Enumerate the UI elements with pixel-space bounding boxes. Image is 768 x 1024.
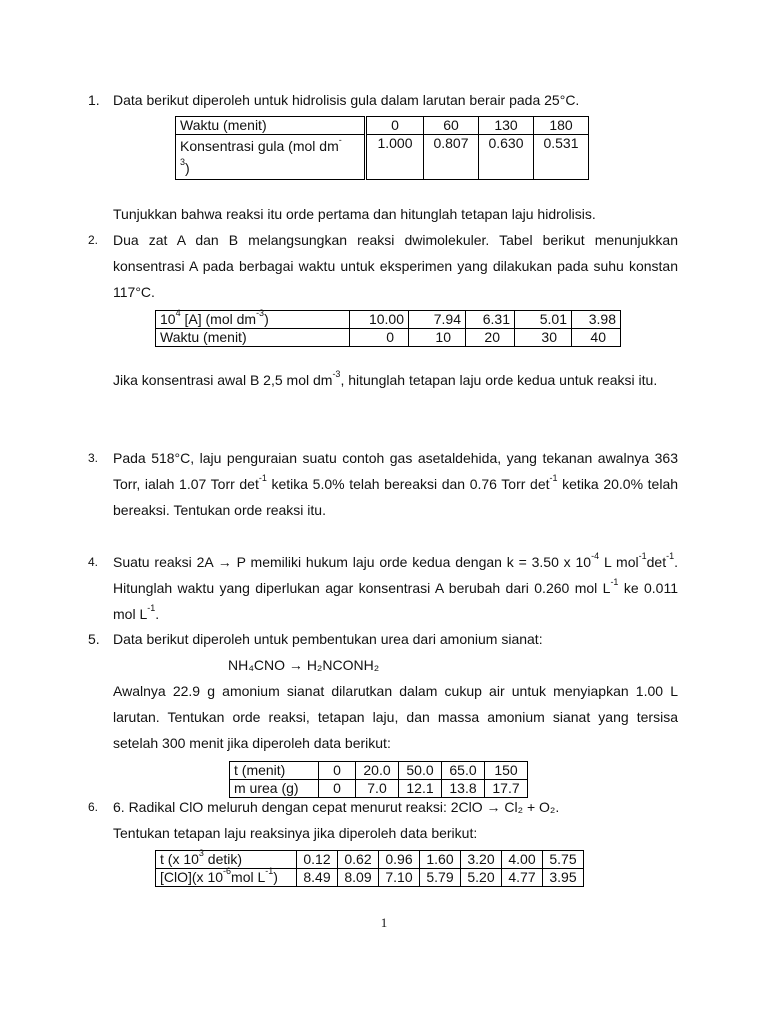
q4-text-part: L mol — [599, 554, 639, 570]
q3-text-part: Pada 518°C, laju penguraian suatu contoh gas asetaldehida, yang tekanan awalnya 363 Torr, ialah 1.07 Torr det — [113, 450, 678, 492]
q5-cell: 20.0 — [356, 762, 399, 780]
q6-cell: 8.09 — [338, 869, 379, 887]
q1-task: Tunjukkan bahwa reaksi itu orde pertama dan hitunglah tetapan laju hidrolisis. — [113, 206, 596, 222]
q2-cell: 30 — [515, 329, 572, 347]
q2-table — [155, 310, 621, 347]
q2-cell: 5.01 — [515, 311, 572, 329]
q6-cell: 5.79 — [420, 869, 461, 887]
q2-row1-label — [156, 308, 350, 329]
q6-cell: 7.10 — [379, 869, 420, 887]
q6-cell: 3.95 — [543, 869, 584, 887]
q2-intro: Dua zat A dan B melangsungkan reaksi dwimolekuler. Tabel berikut menunjukkan konsentrasi A pada berbagai waktu untuk eksperimen yang dilakukan pada suhu konstan 117°C. — [113, 232, 678, 300]
q6-intro: 6. Radikal ClO meluruh dengan cepat menurut reaksi: 2ClO → Cl₂ + O₂. — [113, 799, 560, 815]
q1-row2-label — [176, 135, 366, 180]
q4-number: 4. — [88, 555, 99, 569]
q2-row1-label-text: ) — [264, 311, 269, 327]
q1-cell: 130 — [479, 117, 534, 135]
q6-row2-label-text: [ClO](x 10 — [160, 869, 224, 885]
q6-table — [155, 850, 584, 887]
page-number: 1 — [380, 915, 388, 930]
q2-cell: 3.98 — [572, 311, 621, 329]
q1-cell: 0.531 — [534, 135, 589, 180]
q1-row2-label-text: Konsentrasi gula (mol dm — [180, 138, 339, 154]
q6-row2-label-text: ) — [273, 869, 278, 885]
q3-text-part: ketika 20.0% telah bereaksi. Tentukan orde reaksi itu. — [113, 476, 679, 518]
q5-cell: 7.0 — [356, 780, 399, 798]
q6-row1-label-text: detik) — [203, 851, 243, 867]
q2-row1-label-sup: 4 — [175, 308, 181, 319]
q5-cell: 50.0 — [399, 762, 442, 780]
q5-row1-label: t (menit) — [230, 762, 319, 780]
q6-cell: 0.62 — [338, 851, 379, 869]
table-row — [176, 135, 589, 180]
q6-cell: 5.75 — [543, 851, 584, 869]
q6-row1-label-sup: 3 — [198, 848, 204, 859]
table-row — [156, 329, 621, 347]
table-row — [156, 851, 584, 869]
q1-cell: 0.630 — [479, 135, 534, 180]
q2-task-text: , hitunglah tetapan laju orde kedua untuk reaksi itu. — [340, 372, 658, 388]
q5-table — [229, 761, 528, 798]
q6-cell: 0.12 — [297, 851, 338, 869]
q2-row1-label-sup: -3 — [256, 308, 265, 319]
q4-sup: -4 — [591, 551, 600, 562]
q2-row2-label: Waktu (menit) — [156, 329, 350, 347]
q2-task-sup: -3 — [332, 369, 341, 380]
q2-cell: 10 — [409, 329, 466, 347]
q5-cell: 17.7 — [485, 780, 528, 798]
q1-cell: 60 — [424, 117, 479, 135]
q1-row2-label-text: ) — [185, 160, 190, 176]
q2-row1-label-text: 10 — [160, 311, 176, 327]
q6-cell: 5.20 — [461, 869, 502, 887]
q4-text-part: det — [646, 554, 667, 570]
q6-cell: 0.96 — [379, 851, 420, 869]
q4-sup: -1 — [610, 577, 619, 588]
q1-intro: Data berikut diperoleh untuk hidrolisis gula dalam larutan berair pada 25°C. — [113, 92, 580, 108]
q6-row2-label-sup: -6 — [223, 866, 232, 877]
q2-cell: 7.94 — [409, 311, 466, 329]
q2-cell: 20 — [466, 329, 515, 347]
table-row — [156, 869, 584, 887]
q1-row2-label-sup: 3 — [180, 157, 186, 168]
q6-number: 6. — [88, 800, 99, 814]
q4-sup: -1 — [638, 551, 647, 562]
q4-text — [113, 549, 678, 627]
q5-number: 5. — [88, 631, 100, 647]
q4-sup: -1 — [666, 551, 675, 562]
q6-task: Tentukan tetapan laju reaksinya jika diperoleh data berikut: — [113, 825, 478, 841]
q2-number: 2. — [88, 233, 99, 247]
q4-text-part: ke 0.011 mol L — [113, 580, 679, 622]
q6-row2-label-text: mol L — [231, 869, 266, 885]
q5-cell: 12.1 — [399, 780, 442, 798]
q3-sup: -1 — [258, 473, 267, 484]
q5-intro: Data berikut diperoleh untuk pembentukan urea dari amonium sianat: — [113, 631, 543, 647]
table-row — [230, 762, 528, 780]
q2-cell: 40 — [572, 329, 621, 347]
q2-cell: 10.00 — [350, 311, 409, 329]
q2-task — [113, 367, 678, 393]
q1-cell: 0 — [366, 117, 424, 135]
q5-cell: 13.8 — [442, 780, 485, 798]
q3-text-part: ketika 5.0% telah bereaksi dan 0.76 Torr det — [266, 476, 550, 492]
q5-cell: 65.0 — [442, 762, 485, 780]
q6-row1-label-text: t (x 10 — [160, 851, 199, 867]
q2-cell: 0 — [350, 329, 409, 347]
q1-table — [175, 116, 589, 180]
q6-row2-label — [156, 866, 297, 887]
q5-cell: 0 — [319, 762, 356, 780]
q6-cell: 3.20 — [461, 851, 502, 869]
q2-cell: 6.31 — [466, 311, 515, 329]
q5-cell: 150 — [485, 762, 528, 780]
q4-text-part: . — [155, 606, 160, 622]
q6-cell: 8.49 — [297, 869, 338, 887]
q1-cell: 1.000 — [366, 135, 424, 180]
q4-sup: -1 — [147, 603, 156, 614]
table-row — [176, 117, 589, 135]
q1-row2-label-sup: - — [338, 135, 342, 146]
q3-sup: -1 — [549, 473, 558, 484]
q1-row1-label: Waktu (menit) — [176, 117, 366, 135]
q6-cell: 4.77 — [502, 869, 543, 887]
q3-number: 3. — [88, 451, 99, 465]
q2-task-text: Jika konsentrasi awal B 2,5 mol dm — [113, 372, 333, 388]
q1-cell: 0.807 — [424, 135, 479, 180]
table-row — [156, 311, 621, 329]
q4-text-part: Suatu reaksi 2A → P memiliki hukum laju orde kedua dengan k = 3.50 x 10 — [113, 554, 592, 570]
q5-equation: NH₄CNO → H₂NCONH₂ — [228, 657, 380, 673]
q3-text — [113, 445, 678, 523]
q4-text-part: . Hitunglah waktu yang diperlukan agar konsentrasi A berubah dari 0.260 mol L — [113, 554, 678, 596]
q5-cell: 0 — [319, 780, 356, 798]
q6-cell: 1.60 — [420, 851, 461, 869]
q1-number: 1. — [88, 92, 100, 108]
q6-cell: 4.00 — [502, 851, 543, 869]
q2-row1-label-text: [A] (mol dm — [180, 311, 257, 327]
q6-row2-label-sup: -1 — [265, 866, 274, 877]
q1-cell: 180 — [534, 117, 589, 135]
q5-row2-label: m urea (g) — [230, 780, 319, 798]
q5-text: Awalnya 22.9 g amonium sianat dilarutkan dalam cukup air untuk menyiapkan 1.00 L larutan. Tentukan orde reaksi, tetapan laju, dan massa amonium sianat yang tersisa setelah 300 menit jika diperoleh data berikut: — [113, 683, 678, 751]
